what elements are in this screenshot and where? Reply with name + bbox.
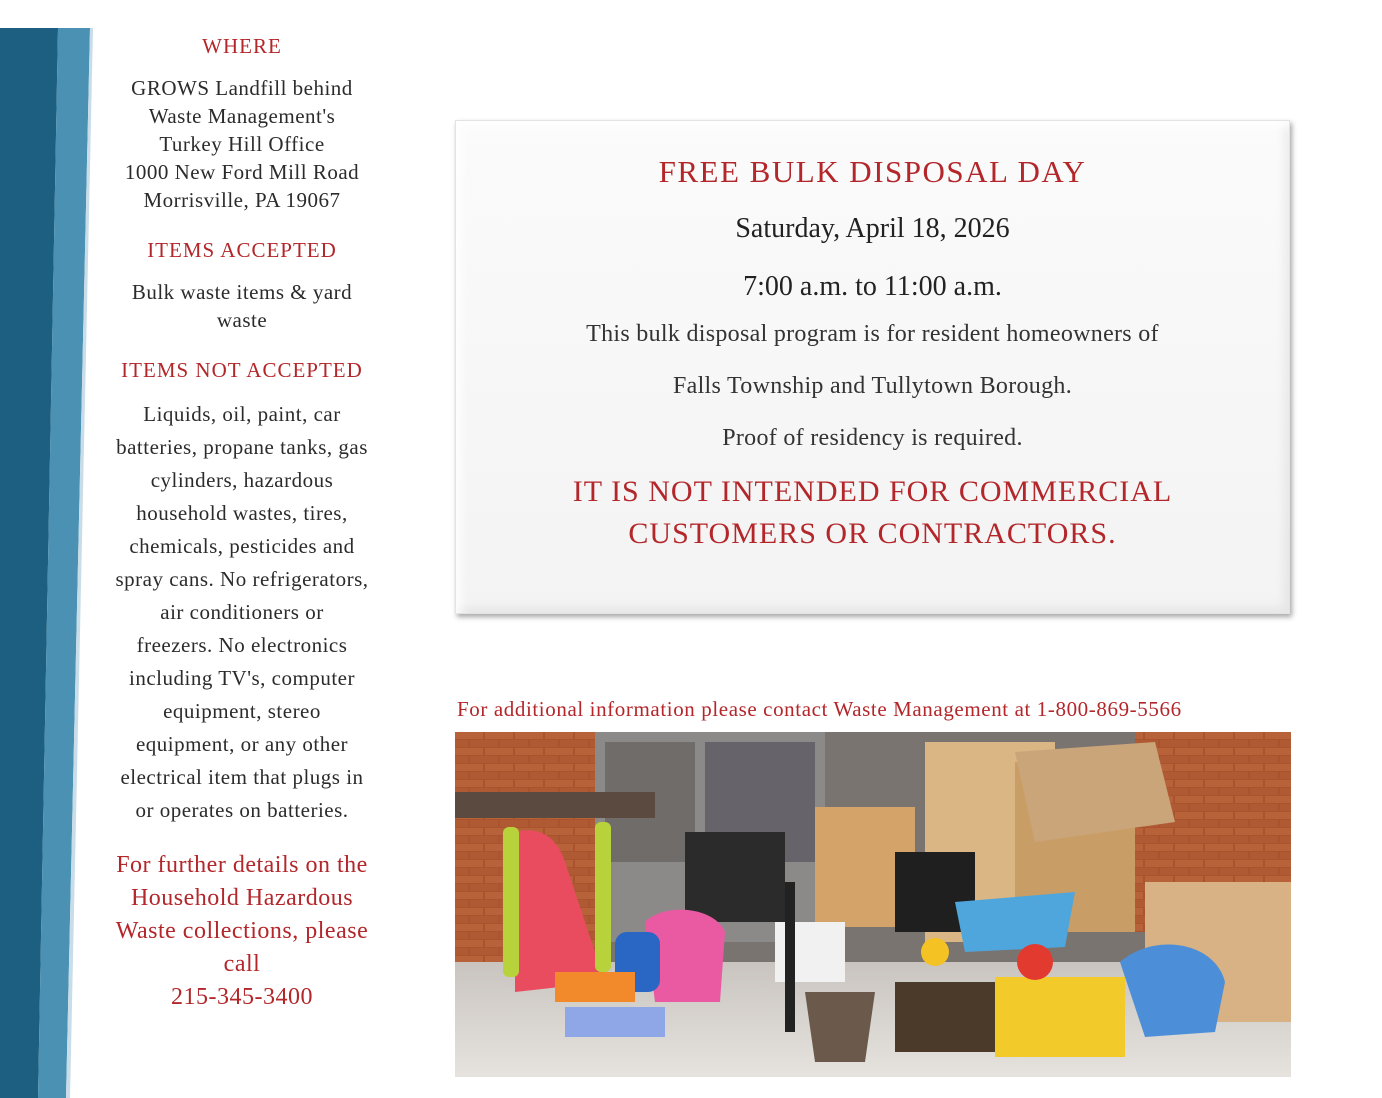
not-accepted-line: Liquids, oil, paint, car: [143, 402, 341, 426]
where-address: [92, 74, 392, 214]
event-announcement-panel: [455, 120, 1290, 614]
info-sidebar: [92, 32, 392, 1014]
hazardous-phone-number: 215-345-3400: [171, 984, 313, 1010]
where-line: Waste Management's: [148, 104, 336, 128]
not-accepted-line: batteries, propane tanks, gas: [116, 435, 368, 459]
not-accepted-line: chemicals, pesticides and: [129, 534, 355, 558]
further-line: For further details on the: [116, 852, 368, 878]
further-line: Waste collections, please: [115, 918, 369, 944]
event-title: FREE BULK DISPOSAL DAY: [658, 154, 1087, 189]
where-line: 1000 New Ford Mill Road: [124, 160, 360, 184]
not-accepted-line: or operates on batteries.: [135, 798, 349, 822]
accepted-line: waste: [216, 308, 268, 332]
eligibility-municipalities: Falls Township and Tullytown Borough.: [672, 373, 1073, 399]
warning-line: CUSTOMERS OR CONTRACTORS.: [628, 517, 1117, 550]
items-accepted-heading: ITEMS ACCEPTED: [147, 238, 337, 262]
not-accepted-line: cylinders, hazardous: [150, 468, 334, 492]
where-line: Morrisville, PA 19067: [143, 188, 341, 212]
not-accepted-line: air conditioners or: [160, 600, 324, 624]
items-not-accepted-text: [92, 398, 392, 827]
bulk-waste-photo: [455, 732, 1291, 1077]
hazardous-waste-contact: [92, 849, 392, 1014]
warning-line: IT IS NOT INTENDED FOR COMMERCIAL: [572, 475, 1173, 508]
items-not-accepted-heading: ITEMS NOT ACCEPTED: [121, 358, 363, 382]
event-date: Saturday, April 18, 2026: [735, 213, 1010, 244]
not-accepted-line: equipment, stereo: [163, 699, 321, 723]
waste-management-contact: For additional information please contact Waste Management at 1-800-869-5566: [457, 697, 1182, 721]
decorative-side-band: [0, 0, 100, 1098]
where-line: GROWS Landfill behind: [131, 76, 353, 100]
not-accepted-line: spray cans. No refrigerators,: [115, 567, 369, 591]
where-heading: WHERE: [202, 34, 282, 58]
not-accepted-line: equipment, or any other: [135, 732, 349, 756]
commercial-warning: [455, 471, 1290, 555]
not-accepted-line: freezers. No electronics: [136, 633, 348, 657]
residency-requirement: Proof of residency is required.: [722, 425, 1023, 451]
further-line: Household Hazardous: [130, 885, 354, 911]
not-accepted-line: electrical item that plugs in: [120, 765, 364, 789]
further-line: call: [223, 951, 261, 977]
event-time: 7:00 a.m. to 11:00 a.m.: [743, 271, 1002, 302]
not-accepted-line: household wastes, tires,: [136, 501, 348, 525]
accepted-line: Bulk waste items & yard: [131, 280, 353, 304]
eligibility-text: This bulk disposal program is for resident homeowners of: [586, 321, 1159, 347]
where-line: Turkey Hill Office: [159, 132, 325, 156]
not-accepted-line: including TV's, computer: [129, 666, 355, 690]
items-accepted-text: [92, 278, 392, 334]
